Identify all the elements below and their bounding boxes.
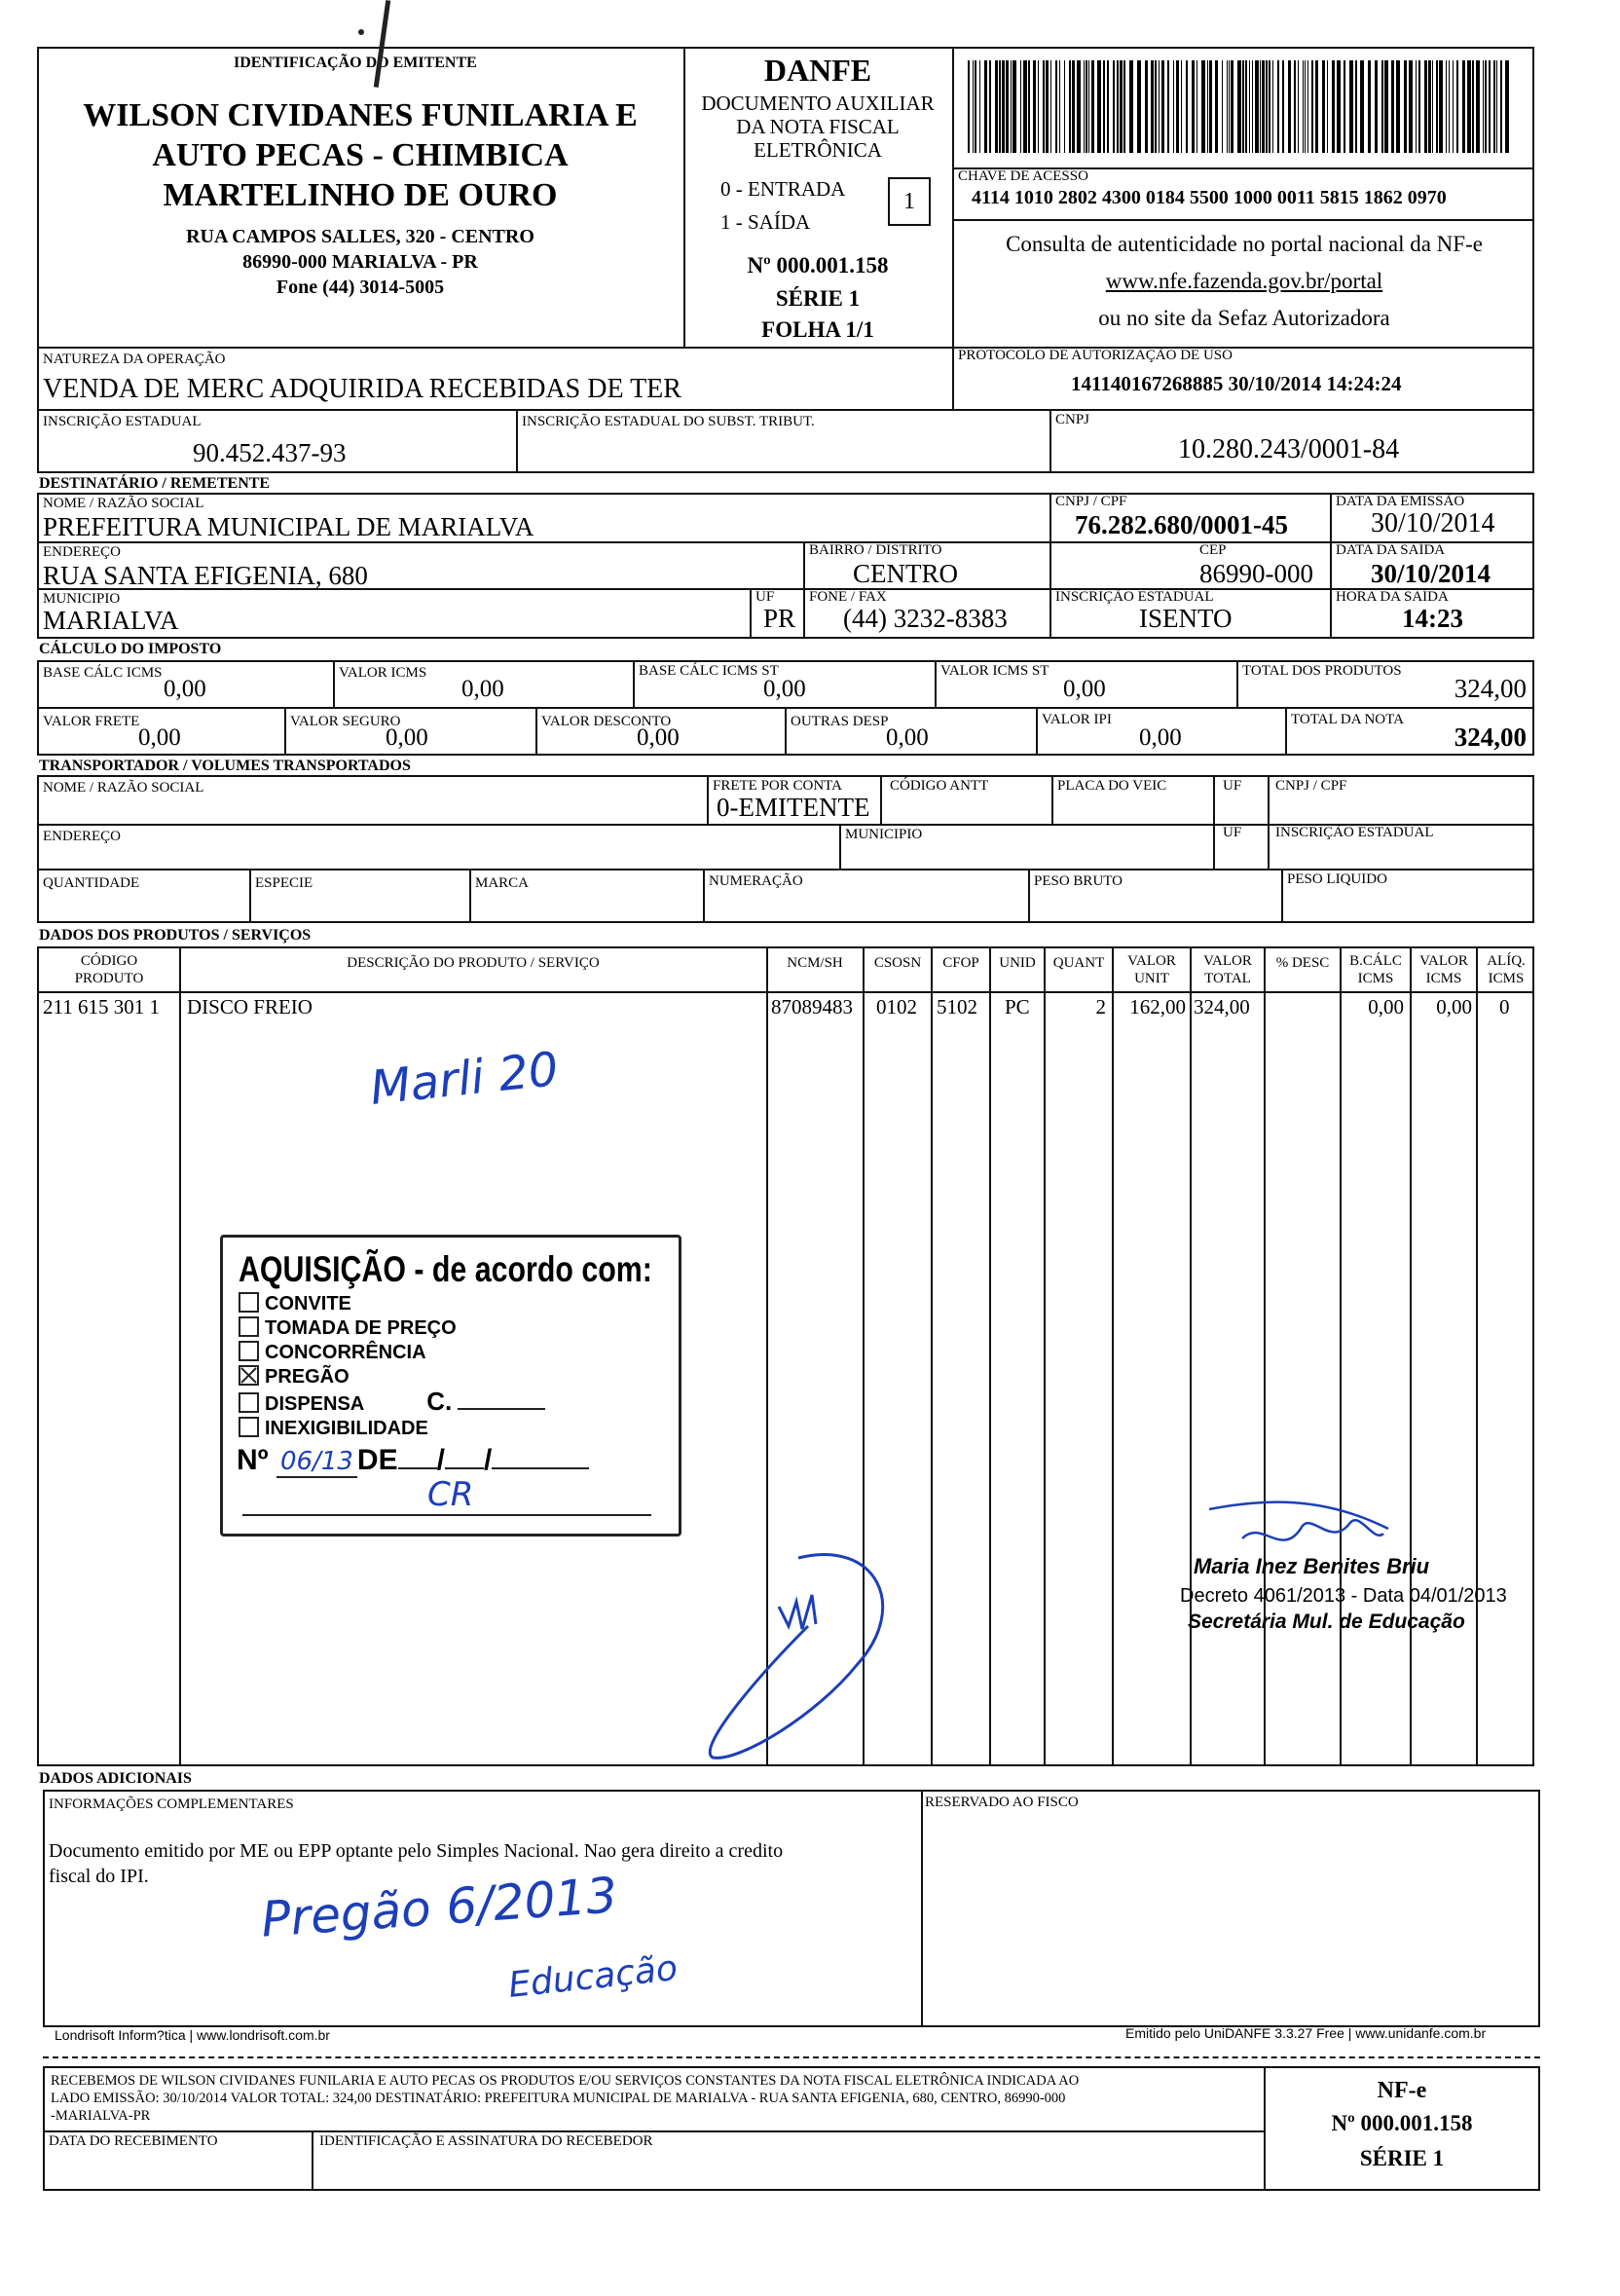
barcode-bar xyxy=(1355,60,1357,153)
signature-scribble xyxy=(701,1548,915,1772)
transp-antt-label: CÓDIGO ANTT xyxy=(890,778,989,794)
barcode-bar xyxy=(1120,60,1123,153)
barcode-bar xyxy=(1077,60,1081,153)
barcode-bar xyxy=(1298,60,1299,153)
h-quant: QUANT xyxy=(1052,955,1105,971)
valor-st-label: VALOR ICMS ST xyxy=(940,663,1049,679)
h-vunit: VALOR UNIT xyxy=(1127,953,1176,986)
base-st: 0,00 xyxy=(763,676,806,702)
canhoto-text2: LADO EMISSÃO: 30/10/2014 VALOR TOTAL: 324,00 DESTINATÁRIO: PREFEITURA MUNICIPAL DE MARIALVA - RUA SANTA EFIGENIA, 680, CENTRO, 86990-000 xyxy=(51,2091,1066,2106)
h-cfop: CFOP xyxy=(942,955,979,971)
barcode-bar xyxy=(1252,60,1253,153)
danfe-folha: FOLHA 1/1 xyxy=(761,317,874,342)
barcode-bar xyxy=(1129,60,1133,153)
barcode-bar xyxy=(1151,60,1154,153)
stamp-opt-pregao: PREGÃO xyxy=(239,1365,545,1389)
barcode-bar xyxy=(1107,60,1109,153)
barcode-bar xyxy=(1159,60,1160,153)
barcode-bar xyxy=(1449,60,1450,153)
barcode-bar xyxy=(1416,60,1417,153)
barcode-bar xyxy=(984,60,987,153)
row-vicms: 0,00 xyxy=(1436,995,1472,1018)
h-vicms: VALOR ICMS xyxy=(1419,953,1468,986)
barcode-bar xyxy=(1418,60,1420,153)
info-label: INFORMAÇÕES COMPLEMENTARES xyxy=(49,1796,294,1812)
total-nota-label: TOTAL DA NOTA xyxy=(1291,712,1404,727)
natureza-label: NATUREZA DA OPERAÇÃO xyxy=(43,352,226,367)
ipi-label: VALOR IPI xyxy=(1042,712,1112,727)
barcode-bar xyxy=(1349,60,1353,153)
handwriting-pregao: Pregão 6/2013 xyxy=(259,1867,619,1948)
barcode-bar xyxy=(1086,60,1087,153)
barcode-bar xyxy=(979,60,980,153)
dest-emissao-label: DATA DA EMISSÃO xyxy=(1336,494,1465,509)
barcode-bar xyxy=(1084,60,1085,153)
barcode-bar xyxy=(1242,60,1244,153)
barcode-bar xyxy=(1064,60,1065,153)
outras: 0,00 xyxy=(886,724,929,751)
barcode-bar xyxy=(1305,60,1306,153)
barcode-bar xyxy=(1277,60,1279,153)
protocolo-value: 141140167268885 30/10/2014 14:24:24 xyxy=(1071,372,1402,395)
dest-bairro-label: BAIRRO / DISTRITO xyxy=(809,542,942,558)
barcode-bar xyxy=(1303,60,1304,153)
barcode-bar xyxy=(1344,60,1345,153)
valor-icms: 0,00 xyxy=(461,676,504,702)
barcode-bar xyxy=(1229,60,1230,153)
row-cfop: 5102 xyxy=(937,995,977,1018)
barcode-bar xyxy=(1404,60,1407,153)
base-icms: 0,00 xyxy=(164,676,206,702)
transp-marca-label: MARCA xyxy=(475,875,530,891)
emitente-address1: RUA CAMPOS SALLES, 320 - CENTRO xyxy=(186,226,534,247)
barcode-bar xyxy=(1103,60,1105,153)
transp-peso-liq-label: PESO LIQUIDO xyxy=(1287,871,1387,887)
emitente-address2: 86990-000 MARIALVA - PR xyxy=(242,251,478,273)
hole-mark xyxy=(358,29,364,35)
secretaria-decreto: Decreto 4061/2013 - Data 04/01/2013 xyxy=(1180,1585,1507,1607)
h-csosn: CSOSN xyxy=(873,955,922,971)
stamp-opt-dispensa: DISPENSA C. xyxy=(239,1389,545,1417)
dest-uf: PR xyxy=(763,604,796,633)
barcode-bar xyxy=(1117,60,1119,153)
barcode-bar xyxy=(1483,60,1484,153)
barcode-bar xyxy=(1311,60,1313,153)
consulta-line2: ou no site da Sefaz Autorizadora xyxy=(1098,306,1390,330)
adicionais-section: DADOS ADICIONAIS xyxy=(39,1770,192,1787)
dest-endereco-label: ENDEREÇO xyxy=(43,544,121,560)
total-produtos-label: TOTAL DOS PRODUTOS xyxy=(1242,663,1402,679)
transp-endereco-label: ENDEREÇO xyxy=(43,829,121,844)
barcode-bar xyxy=(1462,60,1465,153)
barcode-bar xyxy=(1360,60,1364,153)
emitente-section-label: IDENTIFICAÇÃO DO EMITENTE xyxy=(234,55,477,71)
barcode-bar xyxy=(1384,60,1388,153)
barcode-bar xyxy=(1192,60,1195,153)
barcode-bar xyxy=(968,60,970,153)
transp-municipio-label: MUNICIPIO xyxy=(845,827,923,842)
barcode-bar xyxy=(1137,60,1141,153)
canhoto-numero: Nº 000.001.158 xyxy=(1331,2111,1473,2135)
transp-placa-label: PLACA DO VEIC xyxy=(1057,778,1167,794)
row-csosn: 0102 xyxy=(876,995,917,1018)
barcode-bar xyxy=(1011,60,1012,153)
canhoto-data-label: DATA DO RECEBIMENTO xyxy=(49,2133,218,2149)
barcode-bar xyxy=(1493,60,1495,153)
barcode-bar xyxy=(1069,60,1071,153)
barcode-bar xyxy=(1262,60,1265,153)
barcode-bar xyxy=(1227,60,1228,153)
barcode-bar xyxy=(1505,60,1509,153)
dest-saida-label: DATA DA SAÍDA xyxy=(1336,542,1446,558)
dest-nome: PREFEITURA MUNICIPAL DE MARIALVA xyxy=(43,512,534,541)
barcode-bar xyxy=(999,60,1001,153)
barcode-bar xyxy=(1072,60,1075,153)
transp-qtd-label: QUANTIDADE xyxy=(43,875,140,891)
transp-numeracao-label: NUMERAÇÃO xyxy=(709,873,803,889)
desconto: 0,00 xyxy=(637,724,680,751)
info-line1: Documento emitido por ME ou EPP optante pelo Simples Nacional. Nao gera direito a credito xyxy=(49,1840,784,1862)
transp-especie-label: ESPECIE xyxy=(255,875,313,891)
barcode-bar xyxy=(1176,60,1179,153)
danfe-subtitle2: DA NOTA FISCAL xyxy=(736,115,900,138)
row-codigo: 211 615 301 1 xyxy=(43,995,160,1018)
transp-frete: 0-EMITENTE xyxy=(717,793,870,822)
transportador-section: TRANSPORTADOR / VOLUMES TRANSPORTADOS xyxy=(39,758,411,774)
h-descricao: DESCRIÇÃO DO PRODUTO / SERVIÇO xyxy=(347,955,600,971)
dest-emissao: 30/10/2014 xyxy=(1371,508,1495,538)
secretaria-cargo: Secretária Mul. de Educação xyxy=(1188,1611,1465,1633)
barcode-bar xyxy=(1002,60,1005,153)
ie-st-label: INSCRIÇÃO ESTADUAL DO SUBST. TRIBUT. xyxy=(522,414,815,429)
dest-nome-label: NOME / RAZÃO SOCIAL xyxy=(43,496,204,511)
fisco-label: RESERVADO AO FISCO xyxy=(925,1795,1079,1810)
dest-endereco: RUA SANTA EFIGENIA, 680 xyxy=(43,561,368,590)
destinatario-section: DESTINATÁRIO / REMETENTE xyxy=(39,475,271,492)
base-st-label: BASE CÁLC ICMS ST xyxy=(639,663,779,679)
barcode-bar xyxy=(1186,60,1188,153)
barcode-bar xyxy=(1028,60,1030,153)
barcode-bar xyxy=(1391,60,1394,153)
protocolo-label: PROTOCOLO DE AUTORIZAÇÃO DE USO xyxy=(958,348,1233,363)
stamp-opt-convite: CONVITE xyxy=(239,1292,545,1316)
total-produtos: 324,00 xyxy=(1454,674,1527,703)
danfe-saida: 1 - SAÍDA xyxy=(720,210,811,234)
barcode-bar xyxy=(1272,60,1273,153)
emitente-name-line2: AUTO PECAS - CHIMBICA xyxy=(152,137,569,173)
emitente-name-line1: WILSON CIVIDANES FUNILARIA E xyxy=(83,97,638,133)
barcode-bar xyxy=(1033,60,1036,153)
dest-fone-label: FONE / FAX xyxy=(809,589,887,605)
chave-value: 4114 1010 2802 4300 0184 5500 1000 0011 5815 1862 0970 xyxy=(972,187,1447,208)
barcode-bar xyxy=(1231,60,1233,153)
stamp-number-line: Nº 06/13 DE / / xyxy=(237,1444,589,1477)
row-descricao: DISCO FREIO xyxy=(187,995,313,1018)
barcode-bar xyxy=(973,60,974,153)
total-nota: 324,00 xyxy=(1454,722,1527,752)
barcode-bar xyxy=(1453,60,1454,153)
dest-cnpj-label: CNPJ / CPF xyxy=(1055,494,1127,509)
transp-uf-label: UF xyxy=(1223,778,1242,794)
handwriting-educacao: Educação xyxy=(506,1948,680,2006)
barcode-bar xyxy=(1113,60,1115,153)
transp-ie-label: INSCRIÇÃO ESTADUAL xyxy=(1275,825,1434,840)
barcode-bar xyxy=(1396,60,1400,153)
imposto-section: CÁLCULO DO IMPOSTO xyxy=(39,641,222,657)
barcode-bar xyxy=(1167,60,1169,153)
emitente-phone: Fone (44) 3014-5005 xyxy=(276,277,445,298)
seguro-label: VALOR SEGURO xyxy=(290,714,401,729)
aquisicao-stamp xyxy=(220,1235,681,1537)
barcode-bar xyxy=(1428,60,1431,153)
barcode-bar xyxy=(1294,60,1296,153)
barcode-bar xyxy=(1288,60,1291,153)
barcode-bar xyxy=(1476,60,1480,153)
h-aliq: ALÍQ. ICMS xyxy=(1487,953,1526,986)
barcode-bar xyxy=(1207,60,1208,153)
danfe-serie: SÉRIE 1 xyxy=(775,286,861,311)
barcode-bar xyxy=(1375,60,1378,153)
barcode-bar xyxy=(1381,60,1383,153)
outras-label: OUTRAS DESP xyxy=(791,714,889,729)
barcode-bar xyxy=(1424,60,1427,153)
barcode-bar xyxy=(1322,60,1325,153)
row-vunit: 162,00 xyxy=(1129,995,1186,1018)
barcode-bar xyxy=(1337,60,1341,153)
dest-cnpj: 76.282.680/0001-45 xyxy=(1075,510,1288,539)
h-desc-pct: % DESC xyxy=(1275,955,1330,971)
h-ncm: NCM/SH xyxy=(787,955,843,971)
barcode-bar xyxy=(1315,60,1318,153)
transp-peso-bruto-label: PESO BRUTO xyxy=(1034,873,1123,889)
barcode-bar xyxy=(1237,60,1241,153)
canhoto-text1: RECEBEMOS DE WILSON CIVIDANES FUNILARIA E AUTO PECAS OS PRODUTOS E/OU SERVIÇOS CONSTANTES DA NOTA FISCAL ELETRÔNICA INDICADA AO xyxy=(51,2073,1080,2089)
barcode-bar xyxy=(1500,60,1502,153)
barcode-bar xyxy=(1145,60,1148,153)
barcode-bar xyxy=(1209,60,1212,153)
dest-hora: 14:23 xyxy=(1402,604,1463,633)
barcode-bar xyxy=(1327,60,1328,153)
stamp-opt-inexigibilidade: INEXIGIBILIDADE xyxy=(239,1417,545,1441)
transp-nome-label: NOME / RAZÃO SOCIAL xyxy=(43,780,204,796)
canhoto-text3: -MARIALVA-PR xyxy=(51,2108,151,2124)
emitente-cnpj-value: 10.280.243/0001-84 xyxy=(1178,434,1400,464)
barcode-bar xyxy=(1097,60,1101,153)
barcode-bar xyxy=(975,60,976,153)
h-bcalc: B.CÁLC ICMS xyxy=(1349,953,1402,986)
barcode-bar xyxy=(1439,60,1443,153)
dest-hora-label: HORA DA SAÍDA xyxy=(1336,589,1449,605)
barcode-bar xyxy=(1173,60,1174,153)
natureza-value: VENDA DE MERC ADQUIRIDA RECEBIDAS DE TER xyxy=(43,374,681,404)
ie-label: INSCRIÇÃO ESTADUAL xyxy=(43,414,202,429)
danfe-subtitle1: DOCUMENTO AUXILIAR xyxy=(701,92,935,115)
valor-icms-label: VALOR ICMS xyxy=(339,665,427,681)
row-vtotal: 324,00 xyxy=(1194,995,1250,1018)
barcode-bar xyxy=(1006,60,1009,153)
barcode-bar xyxy=(1485,60,1487,153)
dest-bairro: CENTRO xyxy=(853,559,958,588)
barcode-bar xyxy=(1245,60,1247,153)
row-bcalc: 0,00 xyxy=(1368,995,1404,1018)
barcode-bar xyxy=(1050,60,1051,153)
barcode-bar xyxy=(1269,60,1270,153)
stamp-title: AQUISIÇÃO - de acordo com: xyxy=(239,1249,652,1289)
stamp-number-value: 06/13 xyxy=(276,1447,357,1478)
dest-cep-label: CEP xyxy=(1199,542,1227,558)
cut-line xyxy=(43,2056,1540,2058)
dest-ie: ISENTO xyxy=(1139,604,1233,633)
barcode-bar xyxy=(1201,60,1205,153)
barcode-bar xyxy=(1161,60,1164,153)
h-unid: UNID xyxy=(999,955,1036,971)
dest-saida: 30/10/2014 xyxy=(1371,559,1491,588)
stamp-opt-concorrencia: CONCORRÊNCIA xyxy=(239,1341,545,1365)
footer-right: Emitido pelo UniDANFE 3.3.27 Free | www.unidanfe.com.br xyxy=(1125,2025,1487,2041)
barcode-bar xyxy=(1038,60,1039,153)
barcode-bar xyxy=(1043,60,1045,153)
frete-label: VALOR FRETE xyxy=(43,714,140,729)
barcode xyxy=(968,60,1513,153)
transp-uf2-label: UF xyxy=(1223,825,1242,840)
stamp-initials: CR xyxy=(427,1475,474,1514)
desconto-label: VALOR DESCONTO xyxy=(541,714,672,729)
barcode-bar xyxy=(1088,60,1089,153)
barcode-bar xyxy=(1222,60,1223,153)
chave-label: CHAVE DE ACESSO xyxy=(958,168,1088,184)
footer-left: Londrisoft Inform?tica | www.londrisoft.com.br xyxy=(55,2027,330,2043)
barcode-bar xyxy=(1266,60,1268,153)
danfe-tipo-box: 1 xyxy=(888,177,931,226)
danfe-numero: Nº 000.001.158 xyxy=(747,253,889,278)
row-unid: PC xyxy=(1005,995,1030,1018)
emitente-name-line3: MARTELINHO DE OURO xyxy=(163,177,558,213)
ipi: 0,00 xyxy=(1139,724,1182,751)
barcode-bar xyxy=(1472,60,1474,153)
barcode-bar xyxy=(1332,60,1335,153)
barcode-bar xyxy=(1446,60,1447,153)
barcode-bar xyxy=(1023,60,1027,153)
transp-frete-label: FRETE POR CONTA xyxy=(713,778,842,794)
dest-municipio-label: MUNICIPIO xyxy=(43,591,121,607)
canhoto-serie: SÉRIE 1 xyxy=(1359,2146,1445,2170)
barcode-bar xyxy=(1255,60,1259,153)
handwriting-top: Marli 20 xyxy=(367,1042,561,1116)
barcode-bar xyxy=(1181,60,1182,153)
secretaria-name: Maria Inez Benites Briu xyxy=(1194,1554,1430,1578)
barcode-bar xyxy=(1409,60,1413,153)
row-aliq: 0 xyxy=(1499,995,1510,1018)
barcode-bar xyxy=(1368,60,1371,153)
barcode-bar xyxy=(1456,60,1458,153)
canhoto-nfe: NF-e xyxy=(1377,2078,1427,2103)
danfe-subtitle3: ELETRÔNICA xyxy=(754,138,882,162)
barcode-bar xyxy=(1307,60,1308,153)
barcode-bar xyxy=(1215,60,1218,153)
barcode-bar xyxy=(1496,60,1497,153)
barcode-bar xyxy=(1282,60,1284,153)
seguro: 0,00 xyxy=(386,724,428,751)
barcode-bar xyxy=(1091,60,1094,153)
dest-fone: (44) 3232-8383 xyxy=(843,604,1008,633)
consulta-line1: Consulta de autenticidade no portal nacional da NF-e xyxy=(1006,232,1483,256)
barcode-bar xyxy=(1436,60,1438,153)
stamp-opt-tomada: TOMADA DE PREÇO xyxy=(239,1316,545,1341)
dest-ie-label: INSCRIÇÃO ESTADUAL xyxy=(1055,589,1214,605)
ie-value: 90.452.437-93 xyxy=(193,438,347,467)
barcode-bar xyxy=(1155,60,1157,153)
dest-municipio: MARIALVA xyxy=(43,606,179,635)
barcode-bar xyxy=(1055,60,1057,153)
barcode-bar xyxy=(1012,60,1016,153)
row-ncm: 87089483 xyxy=(771,995,853,1018)
barcode-bar xyxy=(1020,60,1021,153)
barcode-bar xyxy=(989,60,991,153)
transp-cnpj-label: CNPJ / CPF xyxy=(1275,778,1347,794)
barcode-bar xyxy=(1249,60,1250,153)
base-icms-label: BASE CÁLC ICMS xyxy=(43,665,163,681)
danfe-entrada: 0 - ENTRADA xyxy=(720,177,846,201)
barcode-bar xyxy=(995,60,998,153)
dest-cep: 86990-000 xyxy=(1199,559,1313,588)
barcode-bar xyxy=(1123,60,1125,153)
barcode-bar xyxy=(1432,60,1433,153)
dest-uf-label: UF xyxy=(755,589,775,605)
produtos-section: DADOS DOS PRODUTOS / SERVIÇOS xyxy=(39,927,312,944)
barcode-bar xyxy=(1046,60,1049,153)
valor-st: 0,00 xyxy=(1063,676,1106,702)
h-codigo: CÓDIGO PRODUTO xyxy=(74,953,144,986)
barcode-bar xyxy=(1059,60,1060,153)
consulta-url[interactable]: www.nfe.fazenda.gov.br/portal xyxy=(1105,269,1383,293)
barcode-bar xyxy=(1489,60,1491,153)
frete: 0,00 xyxy=(138,724,181,751)
checked-box-icon xyxy=(239,1365,259,1386)
info-line2: fiscal do IPI. xyxy=(49,1866,149,1887)
h-vtotal: VALOR TOTAL xyxy=(1203,953,1252,986)
canhoto-assinatura-label: IDENTIFICAÇÃO E ASSINATURA DO RECEBEDOR xyxy=(319,2133,653,2149)
danfe-title: DANFE xyxy=(763,53,872,88)
barcode-bar xyxy=(1467,60,1471,153)
barcode-bar xyxy=(1260,60,1261,153)
emitente-cnpj-label: CNPJ xyxy=(1055,412,1090,427)
row-quant: 2 xyxy=(1095,995,1106,1018)
